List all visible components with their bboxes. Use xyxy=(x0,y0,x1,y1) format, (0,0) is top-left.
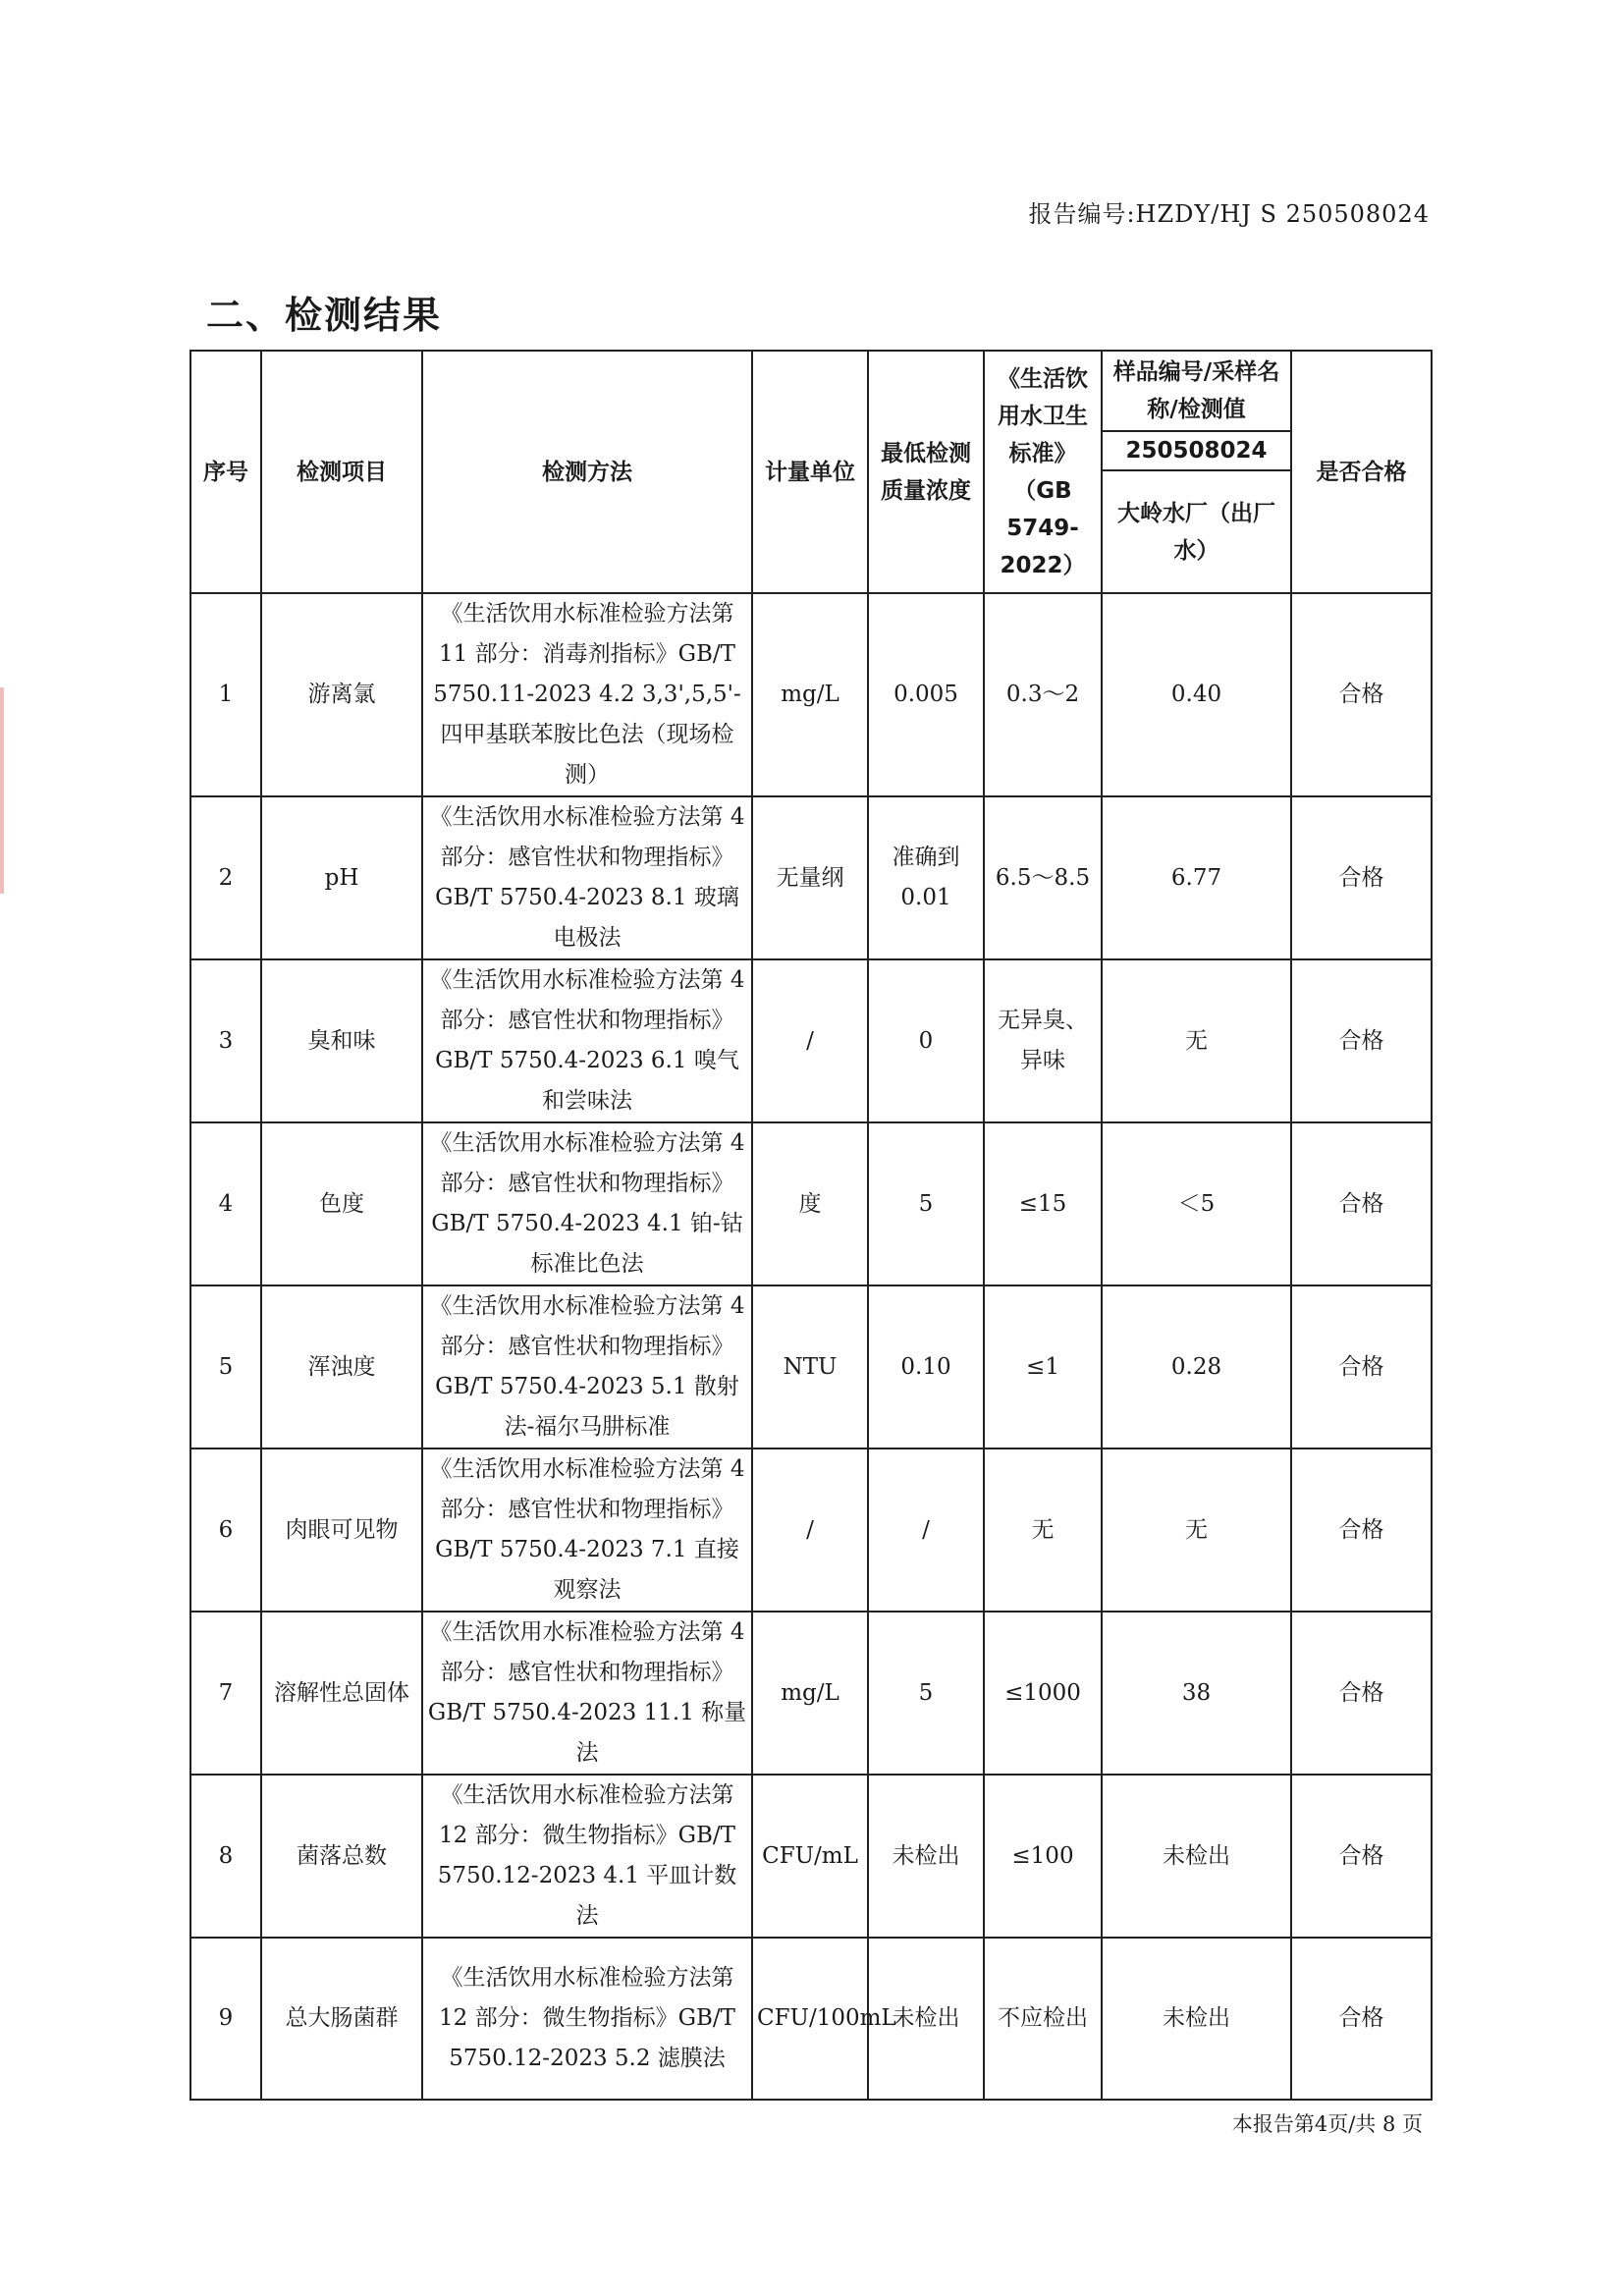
header-pass: 是否合格 xyxy=(1291,351,1432,593)
cell-value: 未检出 xyxy=(1102,1775,1291,1938)
cell-pass: 合格 xyxy=(1291,1122,1432,1285)
header-standard: 《生活饮用水卫生标准》（GB 5749-2022） xyxy=(984,351,1102,593)
page-footer: 本报告第4页/共 8 页 xyxy=(1231,2112,1423,2136)
cell-item: 肉眼可见物 xyxy=(261,1449,422,1612)
cell-unit: mg/L xyxy=(752,1612,868,1775)
cell-pass: 合格 xyxy=(1291,796,1432,959)
cell-value: 0.40 xyxy=(1102,593,1291,796)
cell-min-detect: 0.005 xyxy=(868,593,984,796)
cell-min-detect: 未检出 xyxy=(868,1775,984,1938)
cell-method: 《生活饮用水标准检验方法第 4 部分：感官性状和物理指标》GB/T 5750.4-2023 6.1 嗅气和尝味法 xyxy=(422,959,752,1122)
header-unit: 计量单位 xyxy=(752,351,868,593)
table-row xyxy=(190,1612,1432,1775)
table-row xyxy=(190,1449,1432,1612)
cell-seq: 3 xyxy=(190,959,261,1122)
cell-item: 浑浊度 xyxy=(261,1285,422,1449)
section-title: 二、检测结果 xyxy=(206,294,443,337)
table-row xyxy=(190,959,1432,1122)
cell-standard: 无 xyxy=(984,1449,1102,1612)
header-seq: 序号 xyxy=(190,351,261,593)
cell-seq: 5 xyxy=(190,1285,261,1449)
cell-unit: CFU/mL xyxy=(752,1775,868,1938)
cell-method: 《生活饮用水标准检验方法第 12 部分：微生物指标》GB/T 5750.12-2023 5.2 滤膜法 xyxy=(422,1938,752,2100)
cell-seq: 6 xyxy=(190,1449,261,1612)
cell-min-detect: 5 xyxy=(868,1122,984,1285)
cell-value: 38 xyxy=(1102,1612,1291,1775)
table-row xyxy=(190,1775,1432,1938)
cell-item: 臭和味 xyxy=(261,959,422,1122)
cell-method: 《生活饮用水标准检验方法第 4 部分：感官性状和物理指标》GB/T 5750.4-2023 11.1 称量法 xyxy=(422,1612,752,1775)
cell-unit: 无量纲 xyxy=(752,796,868,959)
cell-min-detect: 准确到0.01 xyxy=(868,796,984,959)
cell-standard: 6.5～8.5 xyxy=(984,796,1102,959)
results-table xyxy=(189,350,1433,2101)
cell-min-detect: 0.10 xyxy=(868,1285,984,1449)
cell-value: ＜5 xyxy=(1102,1122,1291,1285)
cell-seq: 9 xyxy=(190,1938,261,2100)
cell-item: 色度 xyxy=(261,1122,422,1285)
cell-unit: / xyxy=(752,959,868,1122)
cell-value: 无 xyxy=(1102,959,1291,1122)
cell-standard: 不应检出 xyxy=(984,1938,1102,2100)
table-row xyxy=(190,1285,1432,1449)
cell-value: 无 xyxy=(1102,1449,1291,1612)
cell-unit: NTU xyxy=(752,1285,868,1449)
cell-unit: mg/L xyxy=(752,593,868,796)
cell-pass: 合格 xyxy=(1291,1775,1432,1938)
cell-pass: 合格 xyxy=(1291,1612,1432,1775)
cell-pass: 合格 xyxy=(1291,959,1432,1122)
cell-value: 6.77 xyxy=(1102,796,1291,959)
cell-seq: 8 xyxy=(190,1775,261,1938)
cell-item: pH xyxy=(261,796,422,959)
cell-item: 游离氯 xyxy=(261,593,422,796)
left-edge-stamp-mark xyxy=(0,687,4,894)
header-sample-id: 250508024 xyxy=(1102,431,1291,470)
cell-method: 《生活饮用水标准检验方法第 4 部分：感官性状和物理指标》GB/T 5750.4-2023 8.1 玻璃电极法 xyxy=(422,796,752,959)
cell-method: 《生活饮用水标准检验方法第 12 部分：微生物指标》GB/T 5750.12-2023 4.1 平皿计数法 xyxy=(422,1775,752,1938)
cell-standard: 无异臭、异味 xyxy=(984,959,1102,1122)
cell-pass: 合格 xyxy=(1291,1285,1432,1449)
cell-pass: 合格 xyxy=(1291,1938,1432,2100)
cell-seq: 7 xyxy=(190,1612,261,1775)
cell-standard: ≤1 xyxy=(984,1285,1102,1449)
cell-seq: 4 xyxy=(190,1122,261,1285)
cell-item: 菌落总数 xyxy=(261,1775,422,1938)
cell-unit: 度 xyxy=(752,1122,868,1285)
table-row xyxy=(190,593,1432,796)
cell-seq: 2 xyxy=(190,796,261,959)
cell-min-detect: 未检出 xyxy=(868,1938,984,2100)
header-sample-name: 大岭水厂（出厂水） xyxy=(1102,470,1291,593)
cell-min-detect: 5 xyxy=(868,1612,984,1775)
cell-method: 《生活饮用水标准检验方法第 4 部分：感官性状和物理指标》GB/T 5750.4-2023 7.1 直接观察法 xyxy=(422,1449,752,1612)
header-method: 检测方法 xyxy=(422,351,752,593)
cell-standard: 0.3～2 xyxy=(984,593,1102,796)
table-row xyxy=(190,1938,1432,2100)
cell-method: 《生活饮用水标准检验方法第 11 部分：消毒剂指标》GB/T 5750.11-2023 4.2 3,3',5,5'-四甲基联苯胺比色法（现场检测） xyxy=(422,593,752,796)
cell-method: 《生活饮用水标准检验方法第 4 部分：感官性状和物理指标》GB/T 5750.4-2023 4.1 铂-钴标准比色法 xyxy=(422,1122,752,1285)
cell-method: 《生活饮用水标准检验方法第 4 部分：感官性状和物理指标》GB/T 5750.4-2023 5.1 散射法-福尔马肼标准 xyxy=(422,1285,752,1449)
cell-standard: ≤1000 xyxy=(984,1612,1102,1775)
cell-pass: 合格 xyxy=(1291,1449,1432,1612)
header-min-detect: 最低检测质量浓度 xyxy=(868,351,984,593)
header-item: 检测项目 xyxy=(261,351,422,593)
cell-min-detect: / xyxy=(868,1449,984,1612)
cell-min-detect: 0 xyxy=(868,959,984,1122)
table-row xyxy=(190,1122,1432,1285)
table-row xyxy=(190,796,1432,959)
report-number: 报告编号:HZDY/HJ S 250508024 xyxy=(1028,200,1430,228)
cell-value: 0.28 xyxy=(1102,1285,1291,1449)
cell-unit: / xyxy=(752,1449,868,1612)
header-sample-group: 样品编号/采样名称/检测值 xyxy=(1102,351,1291,431)
cell-standard: ≤100 xyxy=(984,1775,1102,1938)
cell-unit: CFU/100mL xyxy=(752,1938,868,2100)
cell-standard: ≤15 xyxy=(984,1122,1102,1285)
cell-item: 溶解性总固体 xyxy=(261,1612,422,1775)
cell-seq: 1 xyxy=(190,593,261,796)
cell-item: 总大肠菌群 xyxy=(261,1938,422,2100)
cell-pass: 合格 xyxy=(1291,593,1432,796)
cell-value: 未检出 xyxy=(1102,1938,1291,2100)
